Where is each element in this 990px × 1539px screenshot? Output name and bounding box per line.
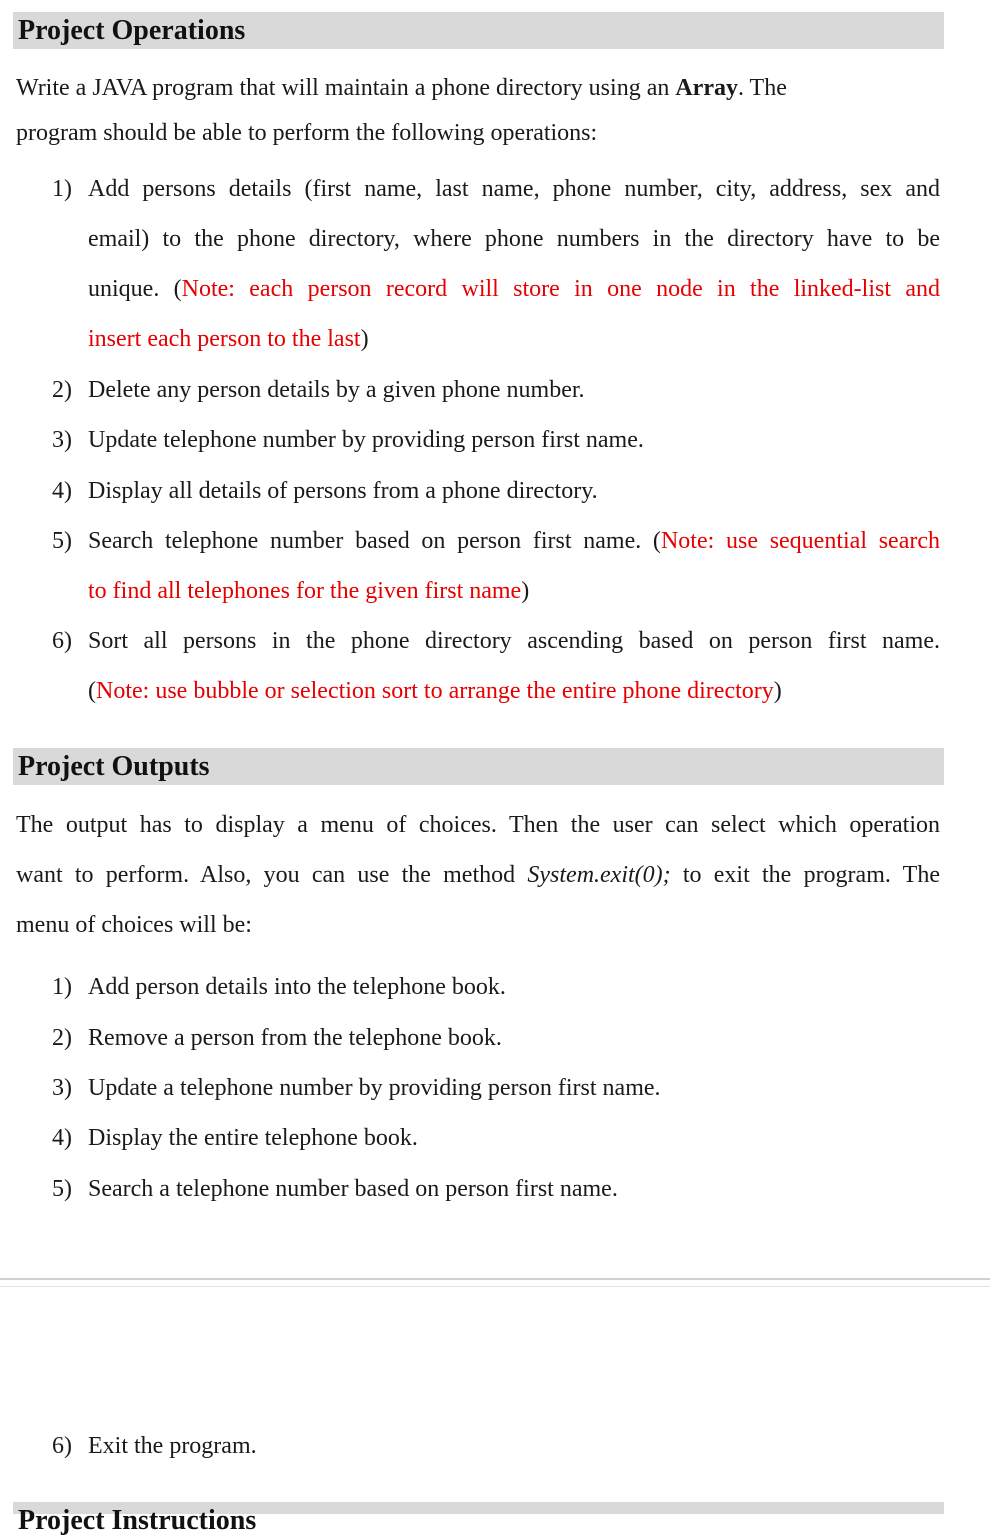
list-item-text — [88, 962, 940, 1012]
operations-intro — [16, 66, 940, 156]
intro-line — [16, 66, 940, 111]
list-item-text — [88, 1164, 940, 1214]
list-item-text — [88, 466, 940, 516]
text-line: Add persons details (first name, last name, phone number, city, address, sex and — [88, 176, 940, 202]
outputs-intro — [16, 800, 940, 950]
text-run: Write a JAVA program that will maintain a phone directory using an — [16, 75, 676, 101]
text-line: email) to the phone directory, where phone numbers in the directory have to be — [88, 226, 940, 252]
text-run-bold: Array — [675, 75, 738, 101]
intro-line: program should be able to perform the following operations: — [16, 120, 598, 146]
text-run: . The — [737, 75, 787, 101]
text-line: The output has to display a menu of choices. Then the user can select which operation — [16, 812, 940, 838]
list-number: 2) — [52, 377, 72, 403]
code-text: System.exit(0); — [527, 862, 671, 888]
section-title: Project Operations — [18, 15, 246, 46]
text-line: Update telephone number by providing person first name. — [88, 427, 644, 453]
list-number: 5) — [52, 528, 72, 554]
text-line: Remove a person from the telephone book. — [88, 1025, 502, 1051]
text-run: Search telephone number based on person first name. ( — [88, 528, 661, 554]
text-line: Exit the program. — [88, 1433, 257, 1459]
section-header-operations — [13, 12, 944, 49]
list-number: 1) — [52, 176, 72, 202]
text-line — [88, 516, 940, 566]
page-break-divider — [0, 1278, 990, 1280]
text-line: Delete any person details by a given phone number. — [88, 377, 585, 403]
list-item-text — [88, 1113, 940, 1163]
list-item-text — [88, 1013, 940, 1063]
list-item-text — [88, 365, 940, 415]
text-run: unique. ( — [88, 276, 182, 302]
page-break-divider — [0, 1286, 990, 1287]
text-run: ) — [773, 678, 782, 704]
text-line: menu of choices will be: — [16, 912, 252, 938]
list-number: 3) — [52, 1075, 72, 1101]
text-run: ) — [521, 578, 530, 604]
text-line: Sort all persons in the phone directory ascending based on person first name. — [88, 628, 940, 654]
text-run: want to perform. Also, you can use the method — [16, 862, 528, 888]
list-number: 3) — [52, 427, 72, 453]
list-number: 2) — [52, 1025, 72, 1051]
section-header-outputs — [13, 748, 944, 785]
note-text: insert each person to the last — [88, 326, 361, 352]
list-number: 6) — [52, 628, 72, 654]
text-run: ( — [88, 678, 96, 704]
note-text: Note: use sequential search — [660, 528, 941, 554]
text-line: Add person details into the telephone book. — [88, 974, 506, 1000]
text-run: ) — [360, 326, 369, 352]
text-line — [88, 666, 940, 716]
list-number: 5) — [52, 1176, 72, 1202]
list-item-text — [88, 415, 940, 465]
list-number: 1) — [52, 974, 72, 1000]
text-run: to exit the program. The — [670, 862, 940, 888]
note-text: Note: each person record will store in one node in the linked-list and — [181, 276, 940, 302]
text-line — [88, 314, 940, 364]
list-item-text — [88, 164, 940, 364]
text-line: Update a telephone number by providing person first name. — [88, 1075, 661, 1101]
text-line: Display all details of persons from a phone directory. — [88, 478, 598, 504]
list-item-text — [88, 516, 940, 616]
text-line: Display the entire telephone book. — [88, 1125, 418, 1151]
list-number: 4) — [52, 478, 72, 504]
list-number: 4) — [52, 1125, 72, 1151]
text-line — [16, 850, 940, 900]
list-number: 6) — [52, 1433, 72, 1459]
note-text: Note: use bubble or selection sort to arrange the entire phone directory — [96, 678, 774, 704]
section-header-instructions — [13, 1502, 944, 1536]
text-line: Search a telephone number based on person first name. — [88, 1176, 618, 1202]
section-title: Project Outputs — [18, 751, 210, 782]
section-title: Project Instructions — [18, 1505, 257, 1536]
text-line — [88, 264, 940, 314]
text-line — [88, 566, 940, 616]
list-item-text — [88, 1421, 940, 1471]
list-item-text — [88, 1063, 940, 1113]
list-item-text — [88, 616, 940, 716]
note-text: to find all telephones for the given first name — [88, 578, 522, 604]
